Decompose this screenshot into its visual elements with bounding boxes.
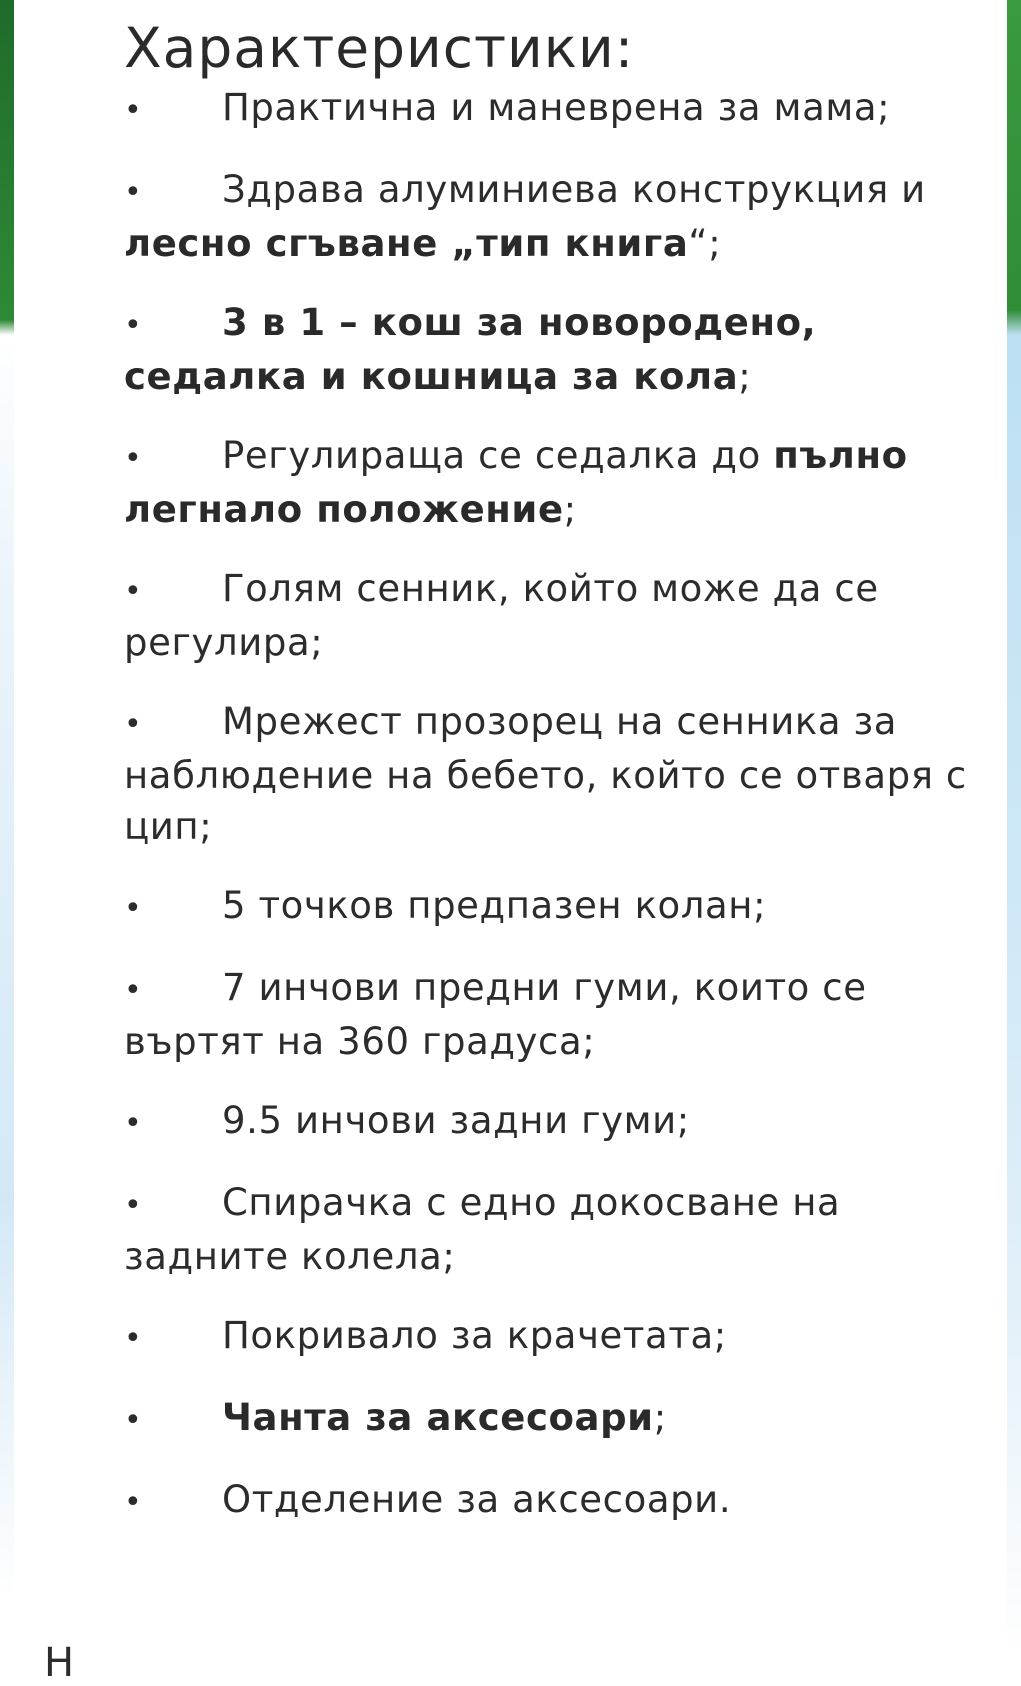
feature-text-bold: лесно сгъване „тип книга bbox=[124, 222, 689, 265]
bullet-marker: • bbox=[124, 574, 143, 609]
feature-text: 9.5 инчови задни гуми; bbox=[222, 1099, 690, 1142]
feature-text: Отделение за аксесоари. bbox=[222, 1478, 732, 1521]
feature-item bbox=[124, 563, 974, 668]
bullet-marker: • bbox=[124, 1106, 143, 1141]
feature-text: ; bbox=[563, 488, 577, 531]
features-heading: Характеристики: bbox=[124, 16, 635, 80]
feature-text: Голям сенник, който може да се регулира; bbox=[124, 567, 879, 664]
feature-text: Спирачка с едно докосване на задните колела; bbox=[124, 1181, 841, 1278]
bullet-marker: • bbox=[124, 973, 143, 1008]
feature-text: Регулираща се седалка до bbox=[222, 434, 774, 477]
right-edge-image-strip bbox=[1007, 0, 1021, 1659]
feature-text: Здрава алуминиева конструкция и bbox=[222, 168, 926, 211]
feature-item bbox=[124, 1177, 974, 1282]
feature-item bbox=[124, 1095, 974, 1149]
feature-text: “; bbox=[688, 222, 722, 265]
bullet-marker: • bbox=[124, 93, 143, 128]
feature-text-bold: 3 в 1 – кош за новородено, седалка и кошница за кола bbox=[124, 301, 817, 398]
bullet-marker: • bbox=[124, 441, 143, 476]
feature-text: 5 точков предпазен колан; bbox=[222, 884, 767, 927]
feature-item bbox=[124, 82, 974, 136]
feature-item bbox=[124, 880, 974, 934]
bullet-marker: • bbox=[124, 175, 143, 210]
bullet-marker: • bbox=[124, 1321, 143, 1356]
bullet-marker: • bbox=[124, 891, 143, 926]
feature-text: Мрежест прозорец на сенника за наблюдение на бебето, който се отваря с цип; bbox=[124, 700, 967, 848]
left-edge-image-strip bbox=[0, 0, 14, 1659]
feature-text: Практична и маневрена за мама; bbox=[222, 86, 891, 129]
feature-item bbox=[124, 696, 974, 852]
feature-text: ; bbox=[653, 1396, 667, 1439]
feature-item bbox=[124, 1310, 974, 1364]
feature-text-bold: Чанта за аксесоари bbox=[222, 1396, 654, 1439]
feature-text: ; bbox=[738, 355, 752, 398]
feature-item bbox=[124, 1474, 974, 1528]
feature-item bbox=[124, 1392, 974, 1446]
bullet-marker: • bbox=[124, 308, 143, 343]
feature-text-bold: пълно легнало положение bbox=[124, 434, 908, 531]
bullet-marker: • bbox=[124, 1403, 143, 1438]
bullet-marker: • bbox=[124, 1188, 143, 1223]
feature-item bbox=[124, 297, 974, 402]
bullet-marker: • bbox=[124, 1485, 143, 1520]
feature-item bbox=[124, 164, 974, 269]
features-section bbox=[124, 14, 974, 1556]
feature-item bbox=[124, 962, 974, 1067]
cut-off-text: Н bbox=[44, 1640, 75, 1686]
features-list bbox=[124, 82, 974, 1528]
feature-text: 7 инчови предни гуми, които се въртят на 360 градуса; bbox=[124, 966, 867, 1063]
feature-item bbox=[124, 430, 974, 535]
feature-text: Покривало за крачетата; bbox=[222, 1314, 727, 1357]
bullet-marker: • bbox=[124, 707, 143, 742]
